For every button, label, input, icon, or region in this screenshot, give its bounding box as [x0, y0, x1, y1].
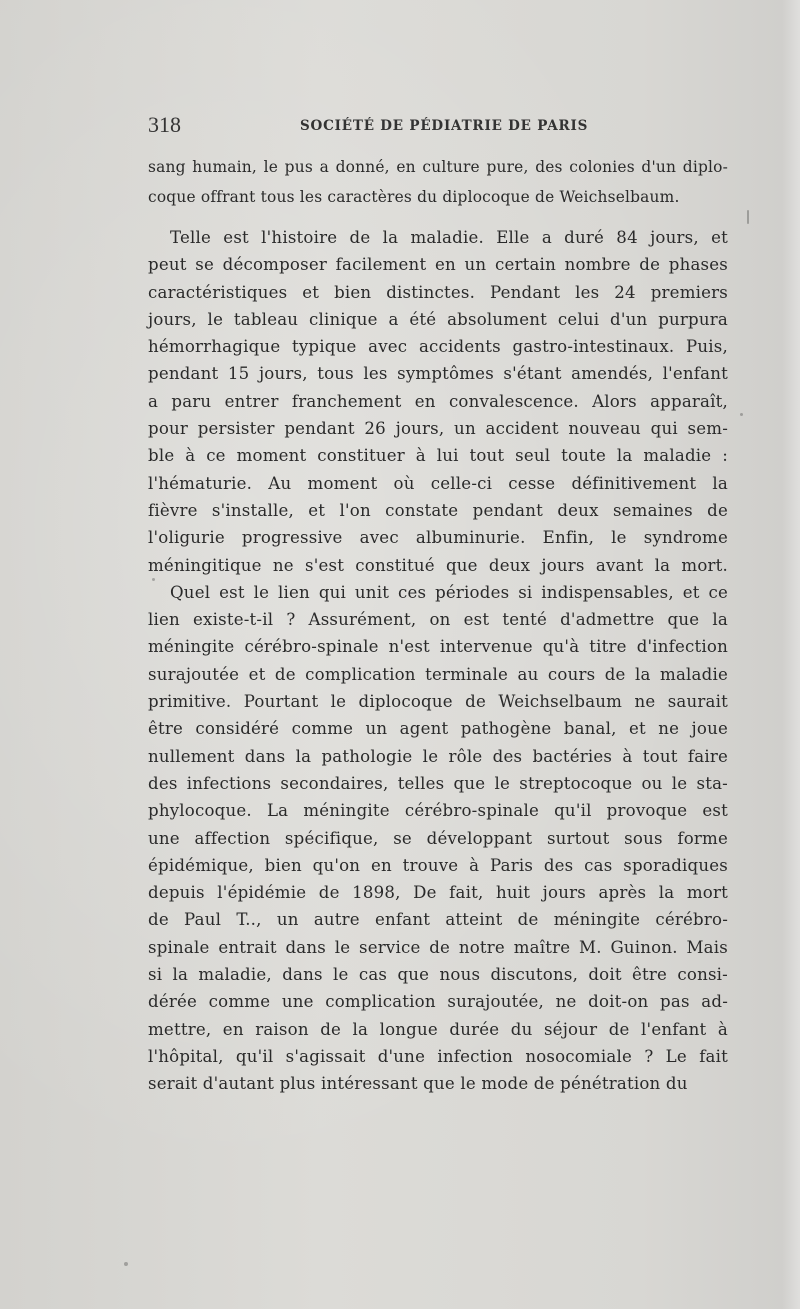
text-line: surajoutée et de complication terminale au cours de la maladie — [148, 664, 728, 684]
running-title: SOCIÉTÉ DE PÉDIATRIE DE PARIS — [300, 118, 589, 134]
text-line: peut se décomposer facilement en un certain nombre de phases — [148, 255, 728, 275]
text-line: fièvre s'installe, et l'on constate pendant deux semaines de — [148, 500, 728, 520]
text-line: méningite cérébro-spinale n'est intervenue qu'à titre d'infection — [148, 637, 728, 657]
text-line: spinale entrait dans le service de notre maître M. Guinon. Mais — [148, 937, 728, 957]
text-line: depuis l'épidémie de 1898, De fait, huit jours après la mort — [148, 883, 728, 903]
text-line: pour persister pendant 26 jours, un accident nouveau qui sem- — [148, 419, 728, 439]
text-line: primitive. Pourtant le diplocoque de Weichselbaum ne saurait — [148, 692, 728, 712]
text-line: l'hématurie. Au moment où celle-ci cesse définitivement la — [148, 473, 728, 493]
text-line: une affection spécifique, se développant surtout sous forme — [148, 828, 728, 848]
text-line: de Paul T.., un autre enfant atteint de méningite cérébro- — [148, 910, 728, 930]
paper-speck — [124, 1262, 128, 1266]
text-line: caractéristiques et bien distinctes. Pendant les 24 premiers — [148, 282, 728, 302]
text-line: être considéré comme un agent pathogène banal, et ne joue — [148, 719, 728, 739]
text-line: méningitique ne s'est constitué que deux jours avant la mort. — [148, 555, 728, 575]
text-line: ble à ce moment constituer à lui tout seul toute la maladie : — [148, 446, 728, 466]
text-line: épidémique, bien qu'on en trouve à Paris des cas sporadiques — [148, 855, 728, 875]
text-line: des infections secondaires, telles que le streptocoque ou le sta- — [148, 773, 728, 793]
text-line: pendant 15 jours, tous les symptômes s'étant amendés, l'enfant — [148, 364, 728, 384]
page-number: 318 — [148, 112, 181, 137]
paper-speck — [740, 413, 743, 416]
text-line: lien existe-t-il ? Assurément, on est tenté d'admettre que la — [148, 610, 728, 630]
text-line: coque offrant tous les caractères du diplocoque de Weichselbaum. — [148, 188, 680, 206]
page-edge-shadow — [782, 0, 800, 1309]
text-line: jours, le tableau clinique a été absolument celui d'un purpura — [148, 309, 728, 329]
text-line: Quel est le lien qui unit ces périodes si indispensables, et ce — [170, 582, 728, 602]
text-line: a paru entrer franchement en convalescence. Alors apparaît, — [148, 391, 728, 411]
text-line: phylocoque. La méningite cérébro-spinale qu'il provoque est — [148, 801, 728, 821]
page-header — [148, 112, 728, 142]
paragraph-1 — [148, 152, 728, 212]
text-line: Telle est l'histoire de la maladie. Elle a duré 84 jours, et — [170, 228, 728, 247]
paper-speck — [747, 210, 749, 224]
paragraphs-2-3 — [148, 224, 728, 1098]
text-line: si la maladie, dans le cas que nous discutons, doit être consi- — [148, 965, 728, 985]
text-line: l'hôpital, qu'il s'agissait d'une infection nosocomiale ? Le fait — [148, 1046, 728, 1066]
paper-speck — [152, 578, 155, 581]
text-line: serait d'autant plus intéressant que le mode de pénétration du — [148, 1074, 688, 1094]
text-line: nullement dans la pathologie le rôle des bactéries à tout faire — [148, 746, 728, 766]
text-line: mettre, en raison de la longue durée du séjour de l'enfant à — [148, 1019, 728, 1039]
text-line: sang humain, le pus a donné, en culture pure, des colonies d'un diplo- — [148, 158, 728, 176]
text-line: hémorrhagique typique avec accidents gastro-intestinaux. Puis, — [148, 337, 728, 357]
text-line: dérée comme une complication surajoutée, ne doit-on pas ad- — [148, 992, 728, 1012]
text-line: l'oligurie progressive avec albuminurie. Enfin, le syndrome — [148, 528, 728, 548]
